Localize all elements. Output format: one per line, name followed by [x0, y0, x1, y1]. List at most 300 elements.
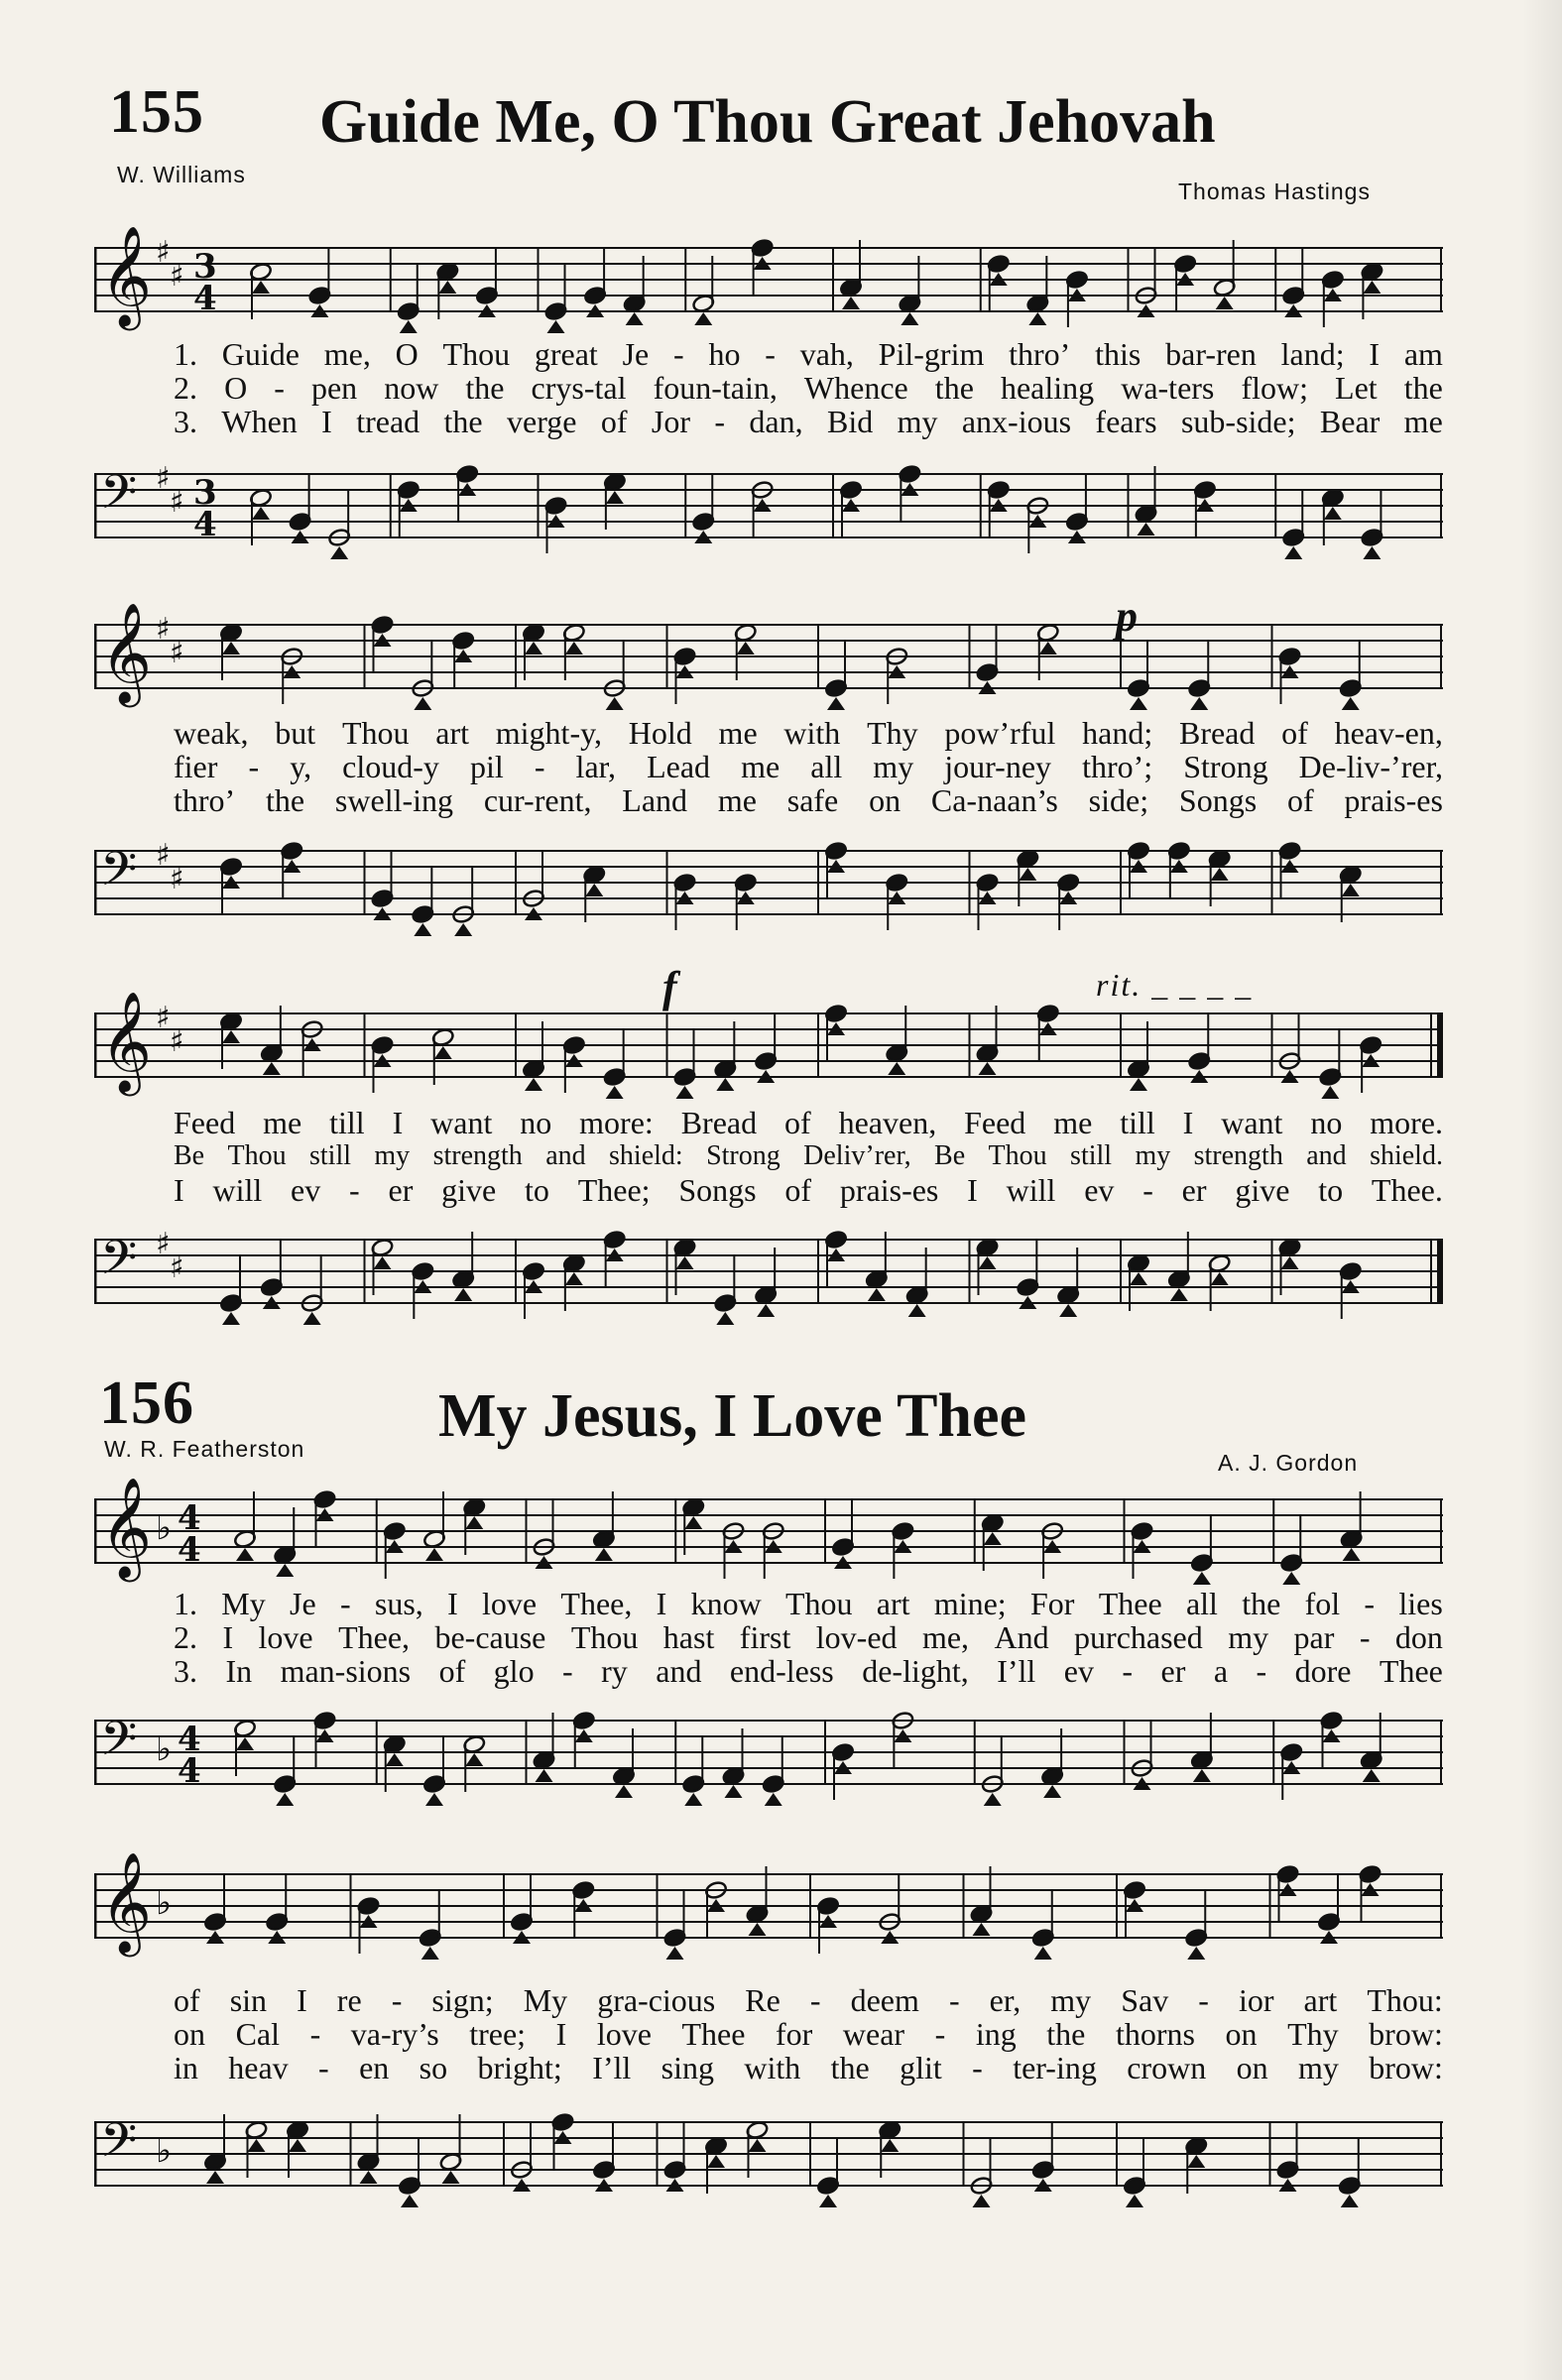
time-signature: 4: [193, 279, 217, 318]
note-head: [454, 923, 472, 936]
lyric-syllable: end-less: [729, 1653, 834, 1689]
lyric-syllable: I: [1369, 336, 1381, 372]
lyric-syllable: de-light,: [862, 1653, 969, 1689]
lyric-syllable: cur-rent,: [483, 782, 592, 818]
note-head: [236, 1548, 254, 1561]
lyric-syllable: in: [174, 2050, 198, 2085]
lyric-syllable: more:: [579, 1105, 654, 1140]
page-shadow: [1522, 0, 1562, 2380]
lyric-syllable: hast: [662, 1619, 715, 1655]
treble-staff: [94, 1844, 1443, 1964]
note-head: [973, 2195, 991, 2207]
treble-clef-icon: 𝄞: [100, 601, 153, 703]
lyric-syllable: sin: [229, 1982, 268, 2018]
flat-icon: ♭: [156, 2131, 173, 2171]
lyric-syllable: sub-side;: [1180, 404, 1296, 439]
lyric-syllable: pow’rful: [944, 715, 1056, 751]
lyric-syllable: and: [656, 1653, 702, 1689]
lyric-syllable: know: [690, 1586, 762, 1621]
note-head: [888, 1062, 905, 1075]
lyric-syllable: Thou: [570, 1619, 639, 1655]
lyric-syllable: -: [1256, 1653, 1267, 1689]
bass-staff: [94, 821, 1443, 940]
lyric-syllable: first: [739, 1619, 791, 1655]
lyric-syllable: on: [1236, 2050, 1268, 2085]
lyric-syllable: still: [1070, 1140, 1113, 1171]
lyric-syllable: -: [934, 2016, 946, 2052]
note-head: [547, 320, 565, 333]
lyric-syllable: land;: [1280, 336, 1345, 372]
note-head: [908, 1304, 926, 1317]
lyric-syllable: Je: [622, 336, 650, 372]
lyric-syllable: the: [266, 782, 305, 818]
verse-block: [174, 1106, 1443, 1207]
music-system: [94, 1844, 1443, 1964]
lyric-syllable: me: [717, 782, 757, 818]
lyric-syllable: my: [873, 749, 914, 784]
lyric-syllable: my: [1050, 1982, 1092, 2018]
lyric-syllable: my: [374, 1140, 411, 1171]
lyric-syllable: Je: [290, 1586, 316, 1621]
bass-staff: [94, 1691, 1443, 1810]
music-system: [94, 1470, 1443, 1589]
note-head: [737, 642, 755, 654]
bass-staff: [94, 2092, 1443, 2211]
lyric-syllable: still: [309, 1140, 352, 1171]
lyric-syllable: side;: [1088, 782, 1149, 818]
note-head: [425, 1793, 443, 1806]
note-head: [263, 1062, 281, 1075]
lyric-syllable: I: [174, 1172, 184, 1208]
lyric-syllable: -: [318, 2050, 329, 2085]
lyric-line: [174, 1983, 1443, 2017]
lyric-syllable: of: [784, 1172, 812, 1208]
lyric-syllable: till: [329, 1105, 365, 1140]
lyric-syllable: healing: [1000, 370, 1095, 406]
lyric-syllable: of: [784, 1105, 811, 1140]
treble-staff: [94, 984, 1443, 1103]
note-head: [1190, 697, 1208, 710]
lyric-line: [174, 1620, 1443, 1654]
lyric-syllable: my: [1135, 1140, 1171, 1171]
treble-clef-icon: 𝄞: [100, 224, 153, 326]
hymn-number: 155: [109, 78, 204, 146]
lyric-syllable: heav-en,: [1334, 715, 1443, 751]
note-head: [360, 2171, 378, 2184]
lyric-line: [174, 716, 1443, 750]
music-system: [94, 821, 1443, 940]
lyric-syllable: y,: [290, 749, 312, 784]
note-head: [222, 1312, 240, 1325]
lyric-syllable: Thou:: [1367, 1982, 1443, 2018]
lyric-syllable: Feed: [174, 1105, 236, 1140]
lyric-syllable: no: [520, 1105, 552, 1140]
lyric-syllable: My: [523, 1982, 568, 2018]
lyric-syllable: love: [258, 1619, 313, 1655]
note-head: [1282, 1572, 1300, 1585]
lyric-syllable: Thou: [341, 715, 410, 751]
lyric-syllable: Thee: [1379, 1653, 1443, 1689]
lyric-syllable: I: [555, 2016, 567, 2052]
time-signature: 4: [193, 505, 217, 544]
lyric-syllable: me: [718, 715, 758, 751]
lyric-syllable: dore: [1294, 1653, 1352, 1689]
note-head: [973, 1923, 991, 1936]
note-head: [525, 1078, 542, 1091]
lyric-line: [174, 1106, 1443, 1139]
lyric-syllable: flow;: [1241, 370, 1308, 406]
ritardando-mark: rit. _ _ _ _: [1096, 967, 1254, 1003]
lyric-syllable: love: [482, 1586, 538, 1621]
lyric-syllable: 1.: [174, 1586, 197, 1621]
lyric-syllable: For: [1029, 1586, 1075, 1621]
bass-clef-icon: 𝄢: [100, 2112, 138, 2180]
lyric-syllable: Strong: [706, 1140, 781, 1171]
note-head: [414, 697, 431, 710]
lyric-syllable: crys-tal: [531, 370, 627, 406]
lyric-syllable: fears: [1095, 404, 1157, 439]
note-head: [438, 281, 456, 294]
bass-staff: [94, 444, 1443, 563]
note-head: [1342, 697, 1360, 710]
lyric-syllable: I: [1182, 1105, 1194, 1140]
lyric-syllable: -: [339, 1586, 351, 1621]
treble-clef-icon: 𝄞: [100, 990, 153, 1092]
note-head: [565, 1272, 583, 1285]
lyric-syllable: my: [897, 404, 938, 439]
sharp-icon: ♯: [170, 259, 184, 294]
lyric-syllable: ho: [708, 336, 741, 372]
lyric-syllable: I: [447, 1586, 458, 1621]
bass-clef-icon: 𝄢: [100, 1711, 138, 1778]
lyric-syllable: Bear: [1319, 404, 1381, 439]
time-signature: 4: [178, 1498, 201, 1538]
lyric-syllable: -: [765, 336, 776, 372]
lyric-syllable: fier: [174, 749, 218, 784]
lyric-syllable: O: [395, 336, 419, 372]
lyric-syllable: art: [1303, 1982, 1338, 2018]
lyric-syllable: will: [1006, 1172, 1056, 1208]
note-head: [289, 2139, 306, 2152]
lyric-syllable: now: [384, 370, 439, 406]
flat-icon: ♭: [156, 1508, 173, 1548]
note-head: [465, 1516, 483, 1529]
lyric-syllable: -: [1122, 1653, 1134, 1689]
lyric-syllable: ry: [601, 1653, 628, 1689]
lyric-syllable: all: [810, 749, 843, 784]
note-head: [979, 1256, 997, 1269]
music-credit: Thomas Hastings: [1178, 178, 1371, 204]
lyric-syllable: Hold: [628, 715, 692, 751]
note-head: [400, 320, 418, 333]
lyric-syllable: 3.: [174, 1653, 197, 1689]
lyric-syllable: er,: [989, 1982, 1021, 2018]
note-head: [1321, 1086, 1339, 1099]
note-head: [984, 1532, 1002, 1545]
bass-clef-icon: 𝄢: [100, 1230, 138, 1297]
lyric-syllable: I’ll: [997, 1653, 1036, 1689]
note-head: [1342, 884, 1360, 896]
lyric-syllable: pen: [310, 370, 358, 406]
note-head: [684, 1793, 702, 1806]
lyric-syllable: lar,: [575, 749, 617, 784]
lyric-syllable: cloud-y: [342, 749, 439, 784]
note-head: [1324, 507, 1342, 520]
note-head: [676, 1086, 694, 1099]
sharp-icon: ♯: [156, 1001, 171, 1035]
lyric-syllable: me: [1053, 1105, 1093, 1140]
note-head: [595, 1548, 613, 1561]
bass-clef-icon: 𝄢: [100, 464, 138, 532]
note-head: [1284, 546, 1302, 559]
sharp-icon: ♯: [156, 461, 171, 496]
lyric-syllable: me: [263, 1105, 302, 1140]
lyric-syllable: of: [174, 1982, 200, 2018]
note-head: [454, 1288, 472, 1301]
lyric-syllable: the: [934, 370, 974, 406]
lyric-syllable: I: [967, 1172, 978, 1208]
lyric-syllable: pil: [469, 749, 504, 784]
music-system: [94, 595, 1443, 714]
lyric-syllable: prais-es: [839, 1172, 939, 1208]
lyric-syllable: Thee,: [338, 1619, 411, 1655]
lyric-syllable: 2.: [174, 1619, 197, 1655]
lyric-syllable: to: [1318, 1172, 1344, 1208]
lyric-syllable: Thee;: [577, 1172, 651, 1208]
lyric-syllable: Thou: [784, 1586, 853, 1621]
lyric-syllable: my: [1228, 1619, 1269, 1655]
note-head: [252, 507, 270, 520]
lyric-syllable: no: [1310, 1105, 1343, 1140]
lyric-syllable: the: [1403, 370, 1443, 406]
bass-staff: [94, 1210, 1443, 1329]
lyric-syllable: this: [1095, 336, 1141, 372]
lyric-syllable: Thee,: [560, 1586, 633, 1621]
note-head: [1363, 546, 1381, 559]
lyric-line: [174, 750, 1443, 783]
note-head: [1343, 1548, 1361, 1561]
lyric-syllable: so: [419, 2050, 448, 2085]
lyric-line: [174, 2017, 1443, 2051]
lyric-syllable: I: [222, 1619, 234, 1655]
note-head: [248, 2139, 266, 2152]
lyric-syllable: er: [1181, 1172, 1207, 1208]
note-head: [421, 1947, 439, 1960]
lyric-syllable: thorns: [1115, 2016, 1195, 2052]
flat-icon: ♭: [156, 1883, 173, 1923]
lyric-line: [174, 405, 1443, 438]
lyric-syllable: might-y,: [495, 715, 603, 751]
lyric-syllable: bright;: [477, 2050, 562, 2085]
lyric-syllable: And: [994, 1619, 1049, 1655]
lyric-syllable: great: [534, 336, 598, 372]
note-head: [901, 312, 918, 325]
note-head: [252, 281, 270, 294]
lyric-syllable: a: [1213, 1653, 1229, 1689]
note-head: [1211, 868, 1229, 881]
lyric-syllable: glo: [493, 1653, 535, 1689]
lyric-syllable: prais-es: [1344, 782, 1443, 818]
lyric-syllable: till: [1120, 1105, 1155, 1140]
lyric-syllable: want: [1221, 1105, 1283, 1140]
lyric-syllable: art: [876, 1586, 910, 1621]
sharp-icon: ♯: [170, 1250, 184, 1285]
note-head: [868, 1288, 886, 1301]
note-head: [1187, 1947, 1205, 1960]
lyric-syllable: Songs: [678, 1172, 757, 1208]
lyric-syllable: gra-cious: [597, 1982, 716, 2018]
lyric-syllable: heav: [228, 2050, 289, 2085]
lyric-syllable: my: [1297, 2050, 1339, 2085]
sharp-icon: ♯: [170, 485, 184, 520]
lyric-syllable: the: [1242, 1586, 1281, 1621]
note-head: [1126, 2195, 1143, 2207]
lyric-syllable: Land: [622, 782, 688, 818]
lyric-syllable: Whence: [803, 370, 908, 406]
lyric-syllable: safe: [786, 782, 839, 818]
lyric-syllable: -: [248, 749, 260, 784]
music-system: [94, 218, 1443, 337]
lyric-syllable: with: [744, 2050, 801, 2085]
lyric-line: [174, 371, 1443, 405]
lyric-syllable: anx-ious: [961, 404, 1072, 439]
lyric-syllable: be-cause: [434, 1619, 546, 1655]
note-head: [606, 491, 624, 504]
lyric-syllable: -: [349, 1172, 360, 1208]
lyric-syllable: more.: [1370, 1105, 1443, 1140]
lyric-syllable: of: [600, 404, 628, 439]
note-head: [585, 884, 603, 896]
lyric-syllable: am: [1403, 336, 1443, 372]
note-head: [434, 1046, 452, 1059]
lyric-syllable: Be: [934, 1140, 966, 1171]
lyric-syllable: wear: [842, 2016, 905, 2052]
lyric-syllable: er: [388, 1172, 414, 1208]
sharp-icon: ♯: [170, 636, 184, 670]
music-system: [94, 984, 1443, 1103]
lyric-syllable: me: [741, 749, 781, 784]
note-head: [1130, 1272, 1147, 1285]
lyric-syllable: brow:: [1369, 2050, 1443, 2085]
lyric-syllable: I’ll: [592, 2050, 632, 2085]
lyric-syllable: jour-ney: [944, 749, 1052, 784]
lyric-syllable: give: [441, 1172, 497, 1208]
hymn-title: Guide Me, O Thou Great Jehovah: [319, 88, 1216, 156]
note-head: [694, 312, 712, 325]
note-head: [442, 2171, 460, 2184]
lyric-line: [174, 1654, 1443, 1688]
flat-icon: ♭: [156, 1729, 173, 1769]
lyric-syllable: Thou: [442, 336, 511, 372]
note-head: [707, 2155, 725, 2168]
note-head: [1130, 1078, 1147, 1091]
lyric-syllable: to: [525, 1172, 549, 1208]
lyric-syllable: Ca-naan’s: [930, 782, 1058, 818]
lyric-syllable: sus,: [374, 1586, 423, 1621]
lyric-syllable: Bread: [680, 1105, 758, 1140]
note-head: [1363, 1769, 1381, 1782]
lyric-syllable: Let: [1335, 370, 1378, 406]
lyric-syllable: O: [224, 370, 248, 406]
note-head: [1039, 642, 1057, 654]
lyric-syllable: -: [1198, 1982, 1209, 2018]
note-head: [1193, 1572, 1211, 1585]
verse-block: [174, 1587, 1443, 1688]
lyric-syllable: of: [438, 1653, 466, 1689]
note-head: [984, 1793, 1002, 1806]
note-head: [1216, 297, 1234, 309]
lyric-syllable: Thy: [1287, 2016, 1339, 2052]
lyric-syllable: Thee.: [1371, 1172, 1443, 1208]
lyric-syllable: glit: [900, 2050, 942, 2085]
bass-clef-icon: 𝄢: [100, 841, 138, 908]
lyric-syllable: 3.: [174, 404, 197, 439]
verse-block: [174, 716, 1443, 817]
note-head: [1034, 1947, 1052, 1960]
lyric-syllable: When: [221, 404, 298, 439]
lyric-syllable: In: [225, 1653, 253, 1689]
lyric-syllable: Guide: [221, 336, 300, 372]
lyric-syllable: me,: [323, 336, 371, 372]
music-system: [94, 1691, 1443, 1810]
lyric-syllable: tree;: [469, 2016, 527, 2052]
hymn-title: My Jesus, I Love Thee: [438, 1382, 1027, 1450]
lyric-syllable: tread: [356, 404, 421, 439]
music-system: [94, 444, 1443, 563]
lyric-syllable: vah,: [799, 336, 854, 372]
note-head: [606, 697, 624, 710]
lyric-syllable: on: [174, 2016, 205, 2052]
lyric-syllable: me: [1403, 404, 1443, 439]
note-head: [1130, 697, 1147, 710]
note-head: [1019, 868, 1036, 881]
lyric-syllable: 2.: [174, 370, 197, 406]
lyric-syllable: want: [430, 1105, 493, 1140]
note-head: [276, 1793, 294, 1806]
note-head: [1281, 1256, 1299, 1269]
note-head: [842, 297, 860, 309]
treble-clef-icon: 𝄞: [100, 1476, 153, 1578]
lyric-syllable: Re: [745, 1982, 781, 2018]
lyric-syllable: va-ry’s: [350, 2016, 439, 2052]
lyric-syllable: Deliv’rer,: [803, 1140, 911, 1171]
lyric-syllable: re: [336, 1982, 362, 2018]
lyric-syllable: I: [656, 1586, 667, 1621]
words-credit: W. Williams: [117, 162, 246, 187]
time-signature: 3: [193, 247, 217, 287]
sharp-icon: ♯: [170, 862, 184, 896]
lyric-syllable: all: [1185, 1586, 1218, 1621]
lyric-syllable: give: [1235, 1172, 1290, 1208]
note-head: [1341, 2195, 1359, 2207]
music-credit: A. J. Gordon: [1218, 1450, 1359, 1476]
lyric-syllable: shield:: [609, 1140, 683, 1171]
lyric-syllable: -: [534, 749, 545, 784]
lyric-syllable: wa-ters: [1121, 370, 1215, 406]
lyric-syllable: mine;: [933, 1586, 1007, 1621]
lyric-syllable: Feed: [964, 1105, 1026, 1140]
lyric-syllable: par: [1293, 1619, 1335, 1655]
note-head: [827, 697, 845, 710]
lyric-line: [174, 1587, 1443, 1620]
note-head: [684, 1516, 702, 1529]
time-signature: 4: [178, 1720, 201, 1759]
lyric-syllable: the: [443, 404, 483, 439]
note-head: [303, 1312, 321, 1325]
time-signature: 4: [178, 1530, 201, 1570]
note-head: [666, 1947, 684, 1960]
lyric-syllable: sing: [661, 2050, 714, 2085]
